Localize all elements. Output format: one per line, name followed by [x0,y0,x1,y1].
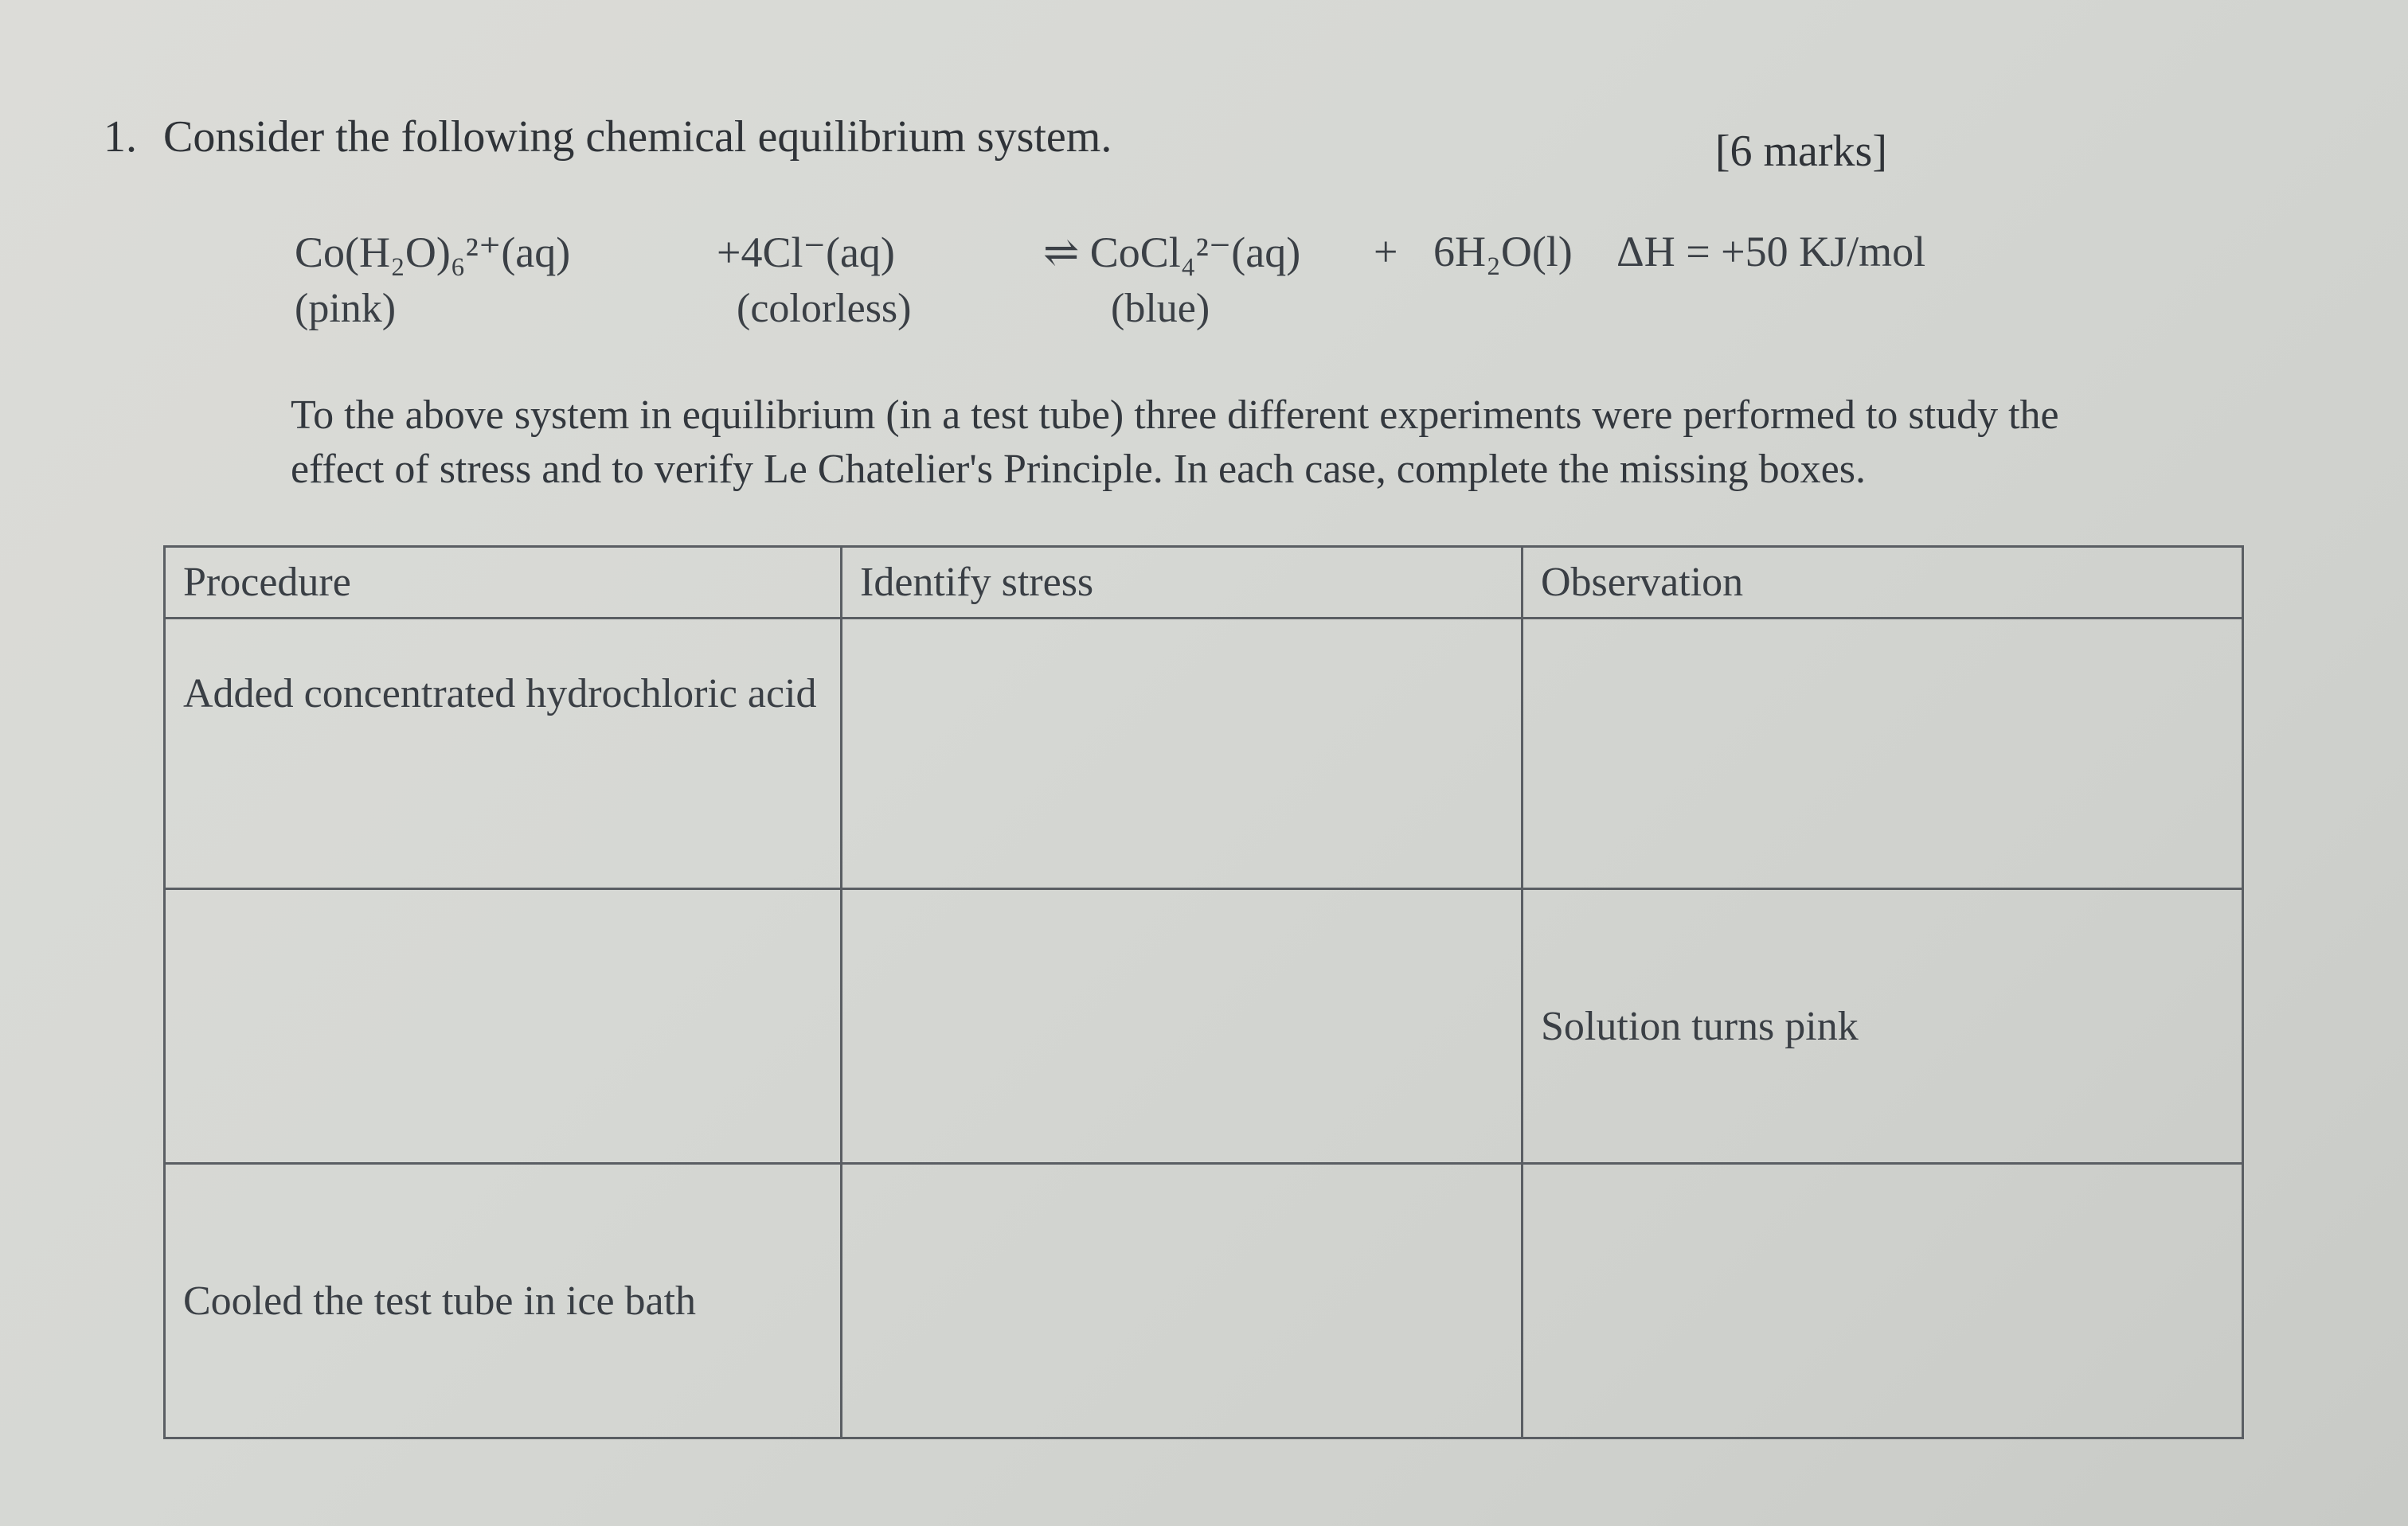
row1-procedure: Added concentrated hydrochloric acid [165,619,842,889]
row1-observation[interactable] [1523,619,2243,889]
table-row [165,889,2243,1164]
instructions-line-1: To the above system in equilibrium (in a test tube) three different experiments were performed to study the [291,392,2059,438]
header-observation: Observation [1523,547,2243,619]
question-marks: [6 marks] [1714,127,1887,176]
question-number: 1. [104,112,137,162]
instructions-line-2: effect of stress and to verify Le Chatelier's Principle. In each case, complete the missing boxes. [291,447,1866,492]
label-blue: (blue) [1111,286,1210,331]
row2-procedure[interactable] [165,889,842,1164]
table-row [165,1164,2243,1438]
equation-product-2: 6H₂O(l) [1433,228,1573,275]
equation-reactant-1: Co(H₂O)₆²⁺(aq) [295,228,571,276]
instructions-paragraph [291,388,2281,497]
question-text: Consider the following chemical equilibrium system. [163,112,1112,162]
equation-product-1: ⇌ CoCl₄²⁻(aq) [1043,228,1301,276]
row2-stress[interactable] [842,889,1523,1164]
table-row [165,619,2243,889]
equation-plus: + [1374,228,1398,275]
question-header [104,111,1887,183]
table-header-row [165,547,2243,619]
header-identify-stress: Identify stress [842,547,1523,619]
label-pink: (pink) [295,286,397,331]
equation-color-labels [295,285,2046,349]
row1-stress[interactable] [842,619,1523,889]
row3-procedure: Cooled the test tube in ice bath [165,1164,842,1438]
header-procedure: Procedure [165,547,842,619]
experiment-table [163,545,2244,1439]
chemical-equation [295,227,2046,291]
label-colorless: (colorless) [737,286,912,331]
row2-observation: Solution turns pink [1523,889,2243,1164]
row3-observation[interactable] [1523,1164,2243,1438]
equation-enthalpy: ΔH = +50 KJ/mol [1616,228,1926,275]
row3-stress[interactable] [842,1164,1523,1438]
equation-reactant-2: +4Cl⁻(aq) [717,228,895,276]
